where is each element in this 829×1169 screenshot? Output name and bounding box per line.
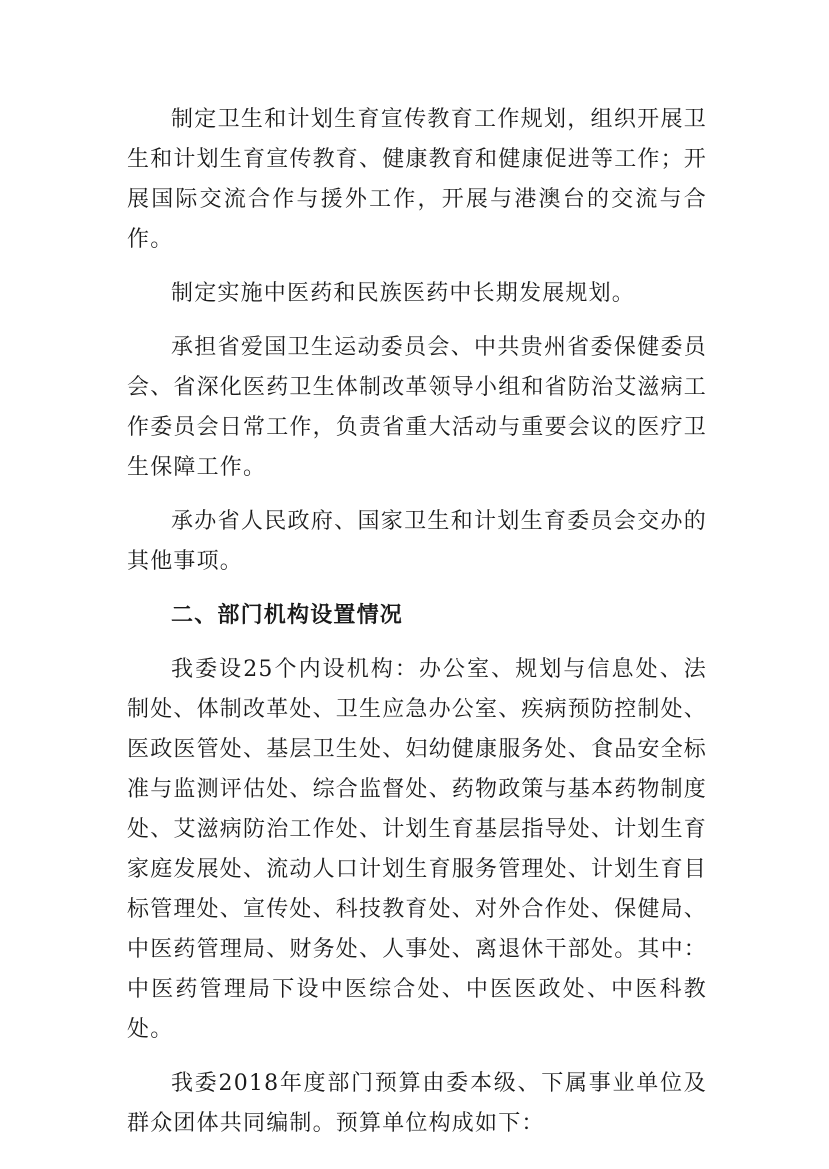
document-page bbox=[127, 100, 707, 1158]
section-heading: 二、部门机构设置情况 bbox=[171, 603, 404, 628]
paragraph-tcm-planning: 制定实施中医药和民族医药中长期发展规划。 bbox=[171, 281, 636, 306]
paragraph-committee-duties: 承担省爱国卫生运动委员会、中共贵州省委保健委员会、省深化医药卫生体制改革领导小组和省防治艾滋病工作委员会日常工作，负责省重大活动与重要会议的医疗卫生保障工作。 bbox=[127, 335, 708, 480]
paragraph-other-matters: 承办省人民政府、国家卫生和计划生育委员会交办的其他事项。 bbox=[127, 509, 707, 574]
paragraph-publicity-education: 制定卫生和计划生育宣传教育工作规划，组织开展卫生和计划生育宣传教育、健康教育和健康促进等工作；开展国际交流合作与援外工作，开展与港澳台的交流与合作。 bbox=[127, 107, 708, 252]
paragraph-budget-units: 我委2018年度部门预算由委本级、下属事业单位及群众团体共同编制。预算单位构成如下： bbox=[127, 1071, 707, 1136]
paragraph-internal-departments: 我委设25个内设机构：办公室、规划与信息处、法制处、体制改革处、卫生应急办公室、疾病预防控制处、医政医管处、基层卫生处、妇幼健康服务处、食品安全标准与监测评估处、综合监督处、药物政策与基本药物制度处、艾滋病防治工作处、计划生育基层指导处、计划生育家庭发展处、流动人口计划生育服务管理处、计划生育目标管理处、宣传处、科技教育处、对外合作处、保健局、中医药管理局、财务处、人事处、离退休干部处。其中：中医药管理局下设中医综合处、中医医政处、中医科教处。 bbox=[127, 657, 708, 1042]
